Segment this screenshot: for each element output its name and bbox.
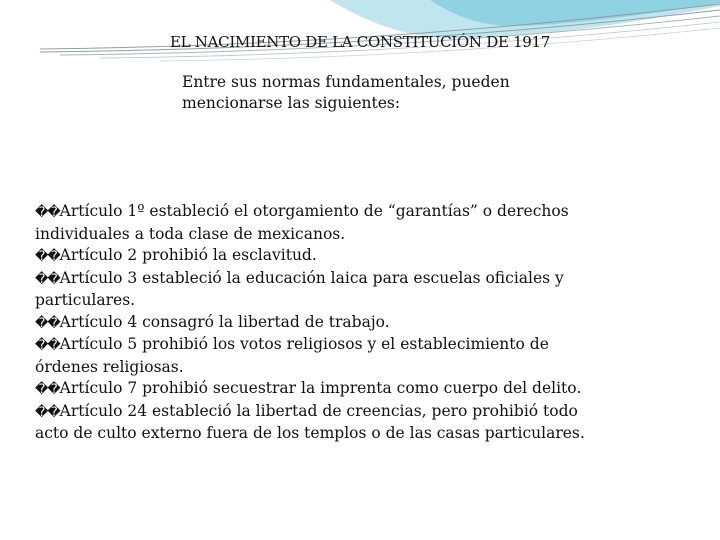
article-text: Artículo 2 prohibió la esclavitud. bbox=[59, 246, 317, 264]
list-item bbox=[35, 312, 605, 335]
article-text: Artículo 24 estableció la libertad de creencias, pero prohibió todo acto de culto externo fuera de los templos o de las casas particulares. bbox=[35, 401, 585, 442]
article-text: Artículo 7 prohibió secuestrar la imprenta como cuerpo del delito. bbox=[59, 379, 582, 397]
article-text: Artículo 3 estableció la educación laica para escuelas oficiales y particulares. bbox=[35, 268, 564, 309]
bullet-glyph: �� bbox=[35, 338, 60, 353]
bullet-glyph: �� bbox=[35, 382, 60, 397]
bullet-glyph: �� bbox=[35, 315, 60, 331]
articles-list bbox=[35, 201, 605, 445]
article-text: Artículo 5 prohibió los votos religiosos y el establecimiento de órdenes religiosas. bbox=[35, 335, 549, 376]
list-item bbox=[35, 378, 605, 401]
intro-text: Entre sus normas fundamentales, pueden mencionarse las siguientes: bbox=[182, 73, 510, 112]
list-item bbox=[35, 245, 605, 268]
article-text: Artículo 4 consagró la libertad de trabajo. bbox=[59, 312, 390, 331]
list-item bbox=[35, 201, 605, 245]
bullet-glyph: �� bbox=[35, 205, 60, 220]
bullet-glyph: �� bbox=[35, 271, 60, 287]
list-item bbox=[35, 401, 605, 445]
bullet-glyph: �� bbox=[35, 404, 60, 420]
list-item bbox=[35, 334, 605, 378]
bullet-glyph: �� bbox=[35, 249, 60, 264]
slide-title: EL NACIMIENTO DE LA CONSTITUCIÓN DE 1917 bbox=[170, 33, 551, 51]
list-item bbox=[35, 268, 605, 312]
article-text: Artículo 1º estableció el otorgamiento de “garantías” o derechos individuales a toda clase de mexicanos. bbox=[35, 202, 569, 243]
